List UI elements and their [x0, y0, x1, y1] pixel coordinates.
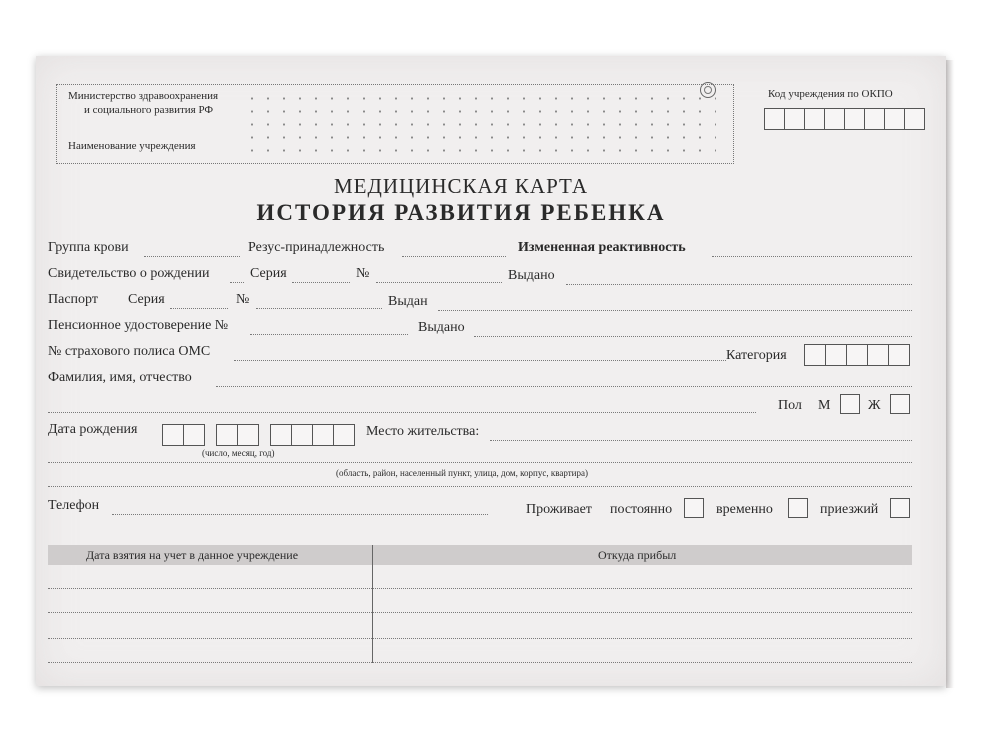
pension-issued-label: Выдано — [418, 320, 465, 335]
residence-label: Место жительства: — [366, 424, 480, 439]
okpo-label: Код учреждения по ОКПО — [768, 88, 893, 100]
sex-female-checkbox[interactable] — [890, 394, 910, 414]
arrived-from-column-header: Откуда прибыл — [598, 548, 677, 562]
visitor-label: приезжий — [820, 502, 879, 517]
sex-male-checkbox[interactable] — [840, 394, 860, 414]
residence-field-line3[interactable] — [48, 486, 912, 487]
pension-label: Пенсионное удостоверение № — [48, 318, 229, 333]
table-column-divider — [372, 545, 373, 663]
fio-field-line2[interactable] — [48, 412, 756, 413]
birth-cert-series-field[interactable] — [292, 282, 350, 283]
temporary-label: временно — [716, 502, 773, 517]
birth-cert-issued-field[interactable] — [566, 284, 912, 285]
page-edge-shadow — [946, 60, 954, 688]
sex-male-label: М — [818, 398, 831, 413]
birth-cert-series-label: Серия — [250, 266, 287, 281]
residence-field-line2[interactable] — [48, 462, 912, 463]
temporary-checkbox[interactable] — [788, 498, 808, 518]
registration-date-column-header: Дата взятия на учет в данное учреждение — [86, 548, 299, 562]
oms-label: № страхового полиса ОМС — [48, 344, 211, 359]
phone-label: Телефон — [48, 498, 100, 513]
fio-label: Фамилия, имя, отчество — [48, 370, 192, 385]
passport-number-field[interactable] — [256, 308, 382, 309]
birth-cert-number-label: № — [356, 266, 370, 281]
dob-day-cells[interactable] — [162, 424, 204, 446]
residence-field-line1[interactable] — [490, 440, 912, 441]
dob-year-cells[interactable] — [270, 424, 354, 446]
blood-group-label: Группа крови — [48, 240, 129, 255]
phone-field[interactable] — [112, 514, 488, 515]
passport-series-field[interactable] — [170, 308, 228, 309]
oms-field[interactable] — [234, 360, 726, 361]
sex-female-label: Ж — [868, 398, 881, 413]
address-hint: (область, район, населенный пункт, улица, дом, корпус, квартира) — [336, 468, 588, 478]
institution-name-label: Наименование учреждения — [68, 140, 196, 152]
ministry-line-2: и социального развития РФ — [84, 104, 214, 116]
table-row[interactable] — [48, 588, 912, 589]
form-title: МЕДИЦИНСКАЯ КАРТА — [334, 174, 588, 198]
table-row[interactable] — [48, 662, 912, 663]
permanent-label: постоянно — [610, 502, 673, 517]
rh-label: Резус-принадлежность — [248, 240, 385, 255]
medical-card-form — [36, 56, 946, 686]
ministry-line-1: Министерство здравоохранения — [68, 90, 219, 102]
dob-hint: (число, месяц, год) — [202, 448, 275, 458]
birth-cert-number-field[interactable] — [376, 282, 502, 283]
fio-field-line1[interactable] — [216, 386, 912, 387]
pension-number-field[interactable] — [250, 334, 408, 335]
reactivity-field[interactable] — [712, 256, 912, 257]
category-cells[interactable] — [804, 344, 909, 366]
stamp-dot-grid — [244, 92, 716, 158]
okpo-code-cells[interactable] — [764, 108, 924, 130]
category-label: Категория — [726, 348, 787, 363]
dob-label: Дата рождения — [48, 422, 138, 437]
passport-label: Паспорт — [48, 292, 98, 307]
passport-series-label: Серия — [128, 292, 165, 307]
permanent-checkbox[interactable] — [684, 498, 704, 518]
visitor-checkbox[interactable] — [890, 498, 910, 518]
passport-number-label: № — [236, 292, 250, 307]
paperclip-icon — [700, 82, 716, 98]
birth-cert-field[interactable] — [230, 282, 244, 283]
pension-issued-field[interactable] — [474, 336, 912, 337]
dob-month-cells[interactable] — [216, 424, 258, 446]
form-subtitle: ИСТОРИЯ РАЗВИТИЯ РЕБЕНКА — [256, 200, 666, 225]
rh-field[interactable] — [402, 256, 506, 257]
lives-label: Проживает — [526, 502, 592, 517]
birth-cert-label: Свидетельство о рождении — [48, 266, 210, 281]
table-row[interactable] — [48, 638, 912, 639]
sex-label: Пол — [778, 398, 802, 413]
blood-group-field[interactable] — [144, 256, 240, 257]
reactivity-label: Измененная реактивность — [518, 240, 686, 255]
passport-issued-field[interactable] — [438, 310, 912, 311]
birth-cert-issued-label: Выдано — [508, 268, 555, 283]
table-row[interactable] — [48, 612, 912, 613]
passport-issued-label: Выдан — [388, 294, 428, 309]
